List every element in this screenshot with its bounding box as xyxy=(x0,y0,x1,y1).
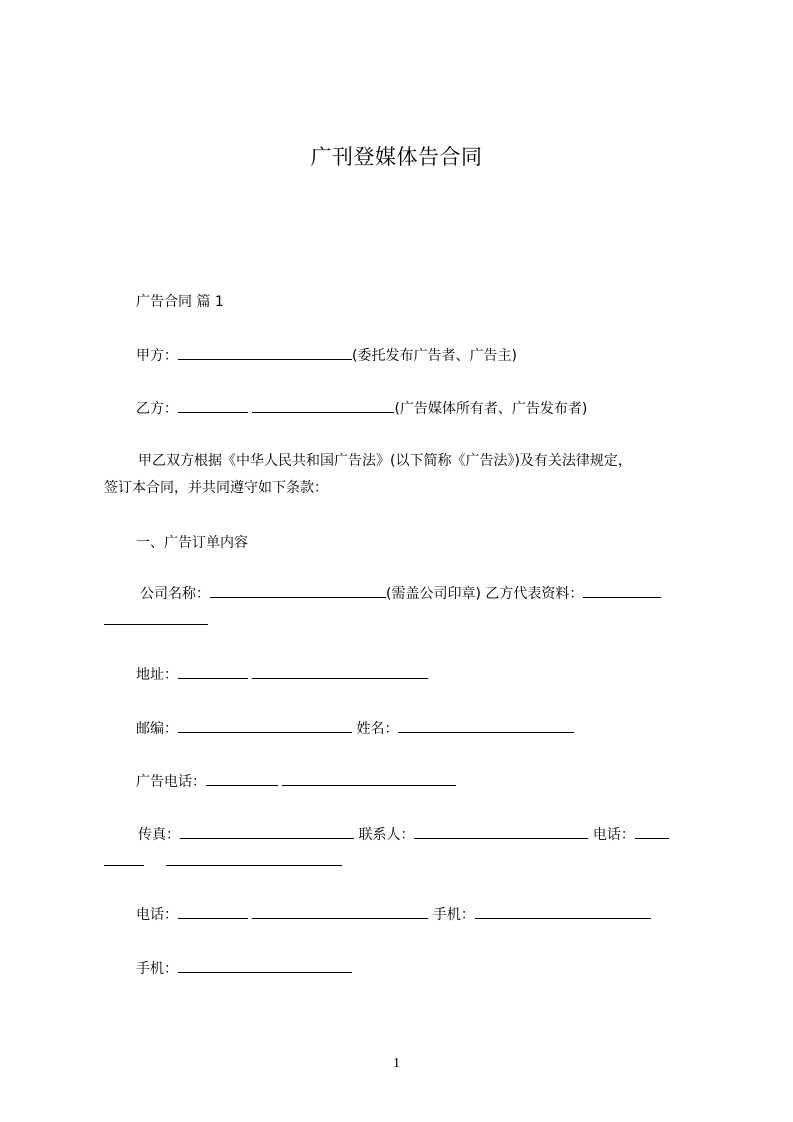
address-blank-1[interactable] xyxy=(178,664,248,679)
contact-phone-blank-3[interactable] xyxy=(166,851,342,866)
rep-label: 乙方代表资料： xyxy=(485,586,584,602)
mobile-label: 手机： xyxy=(432,907,475,923)
contact-phone-blank-1[interactable] xyxy=(635,824,669,839)
name-blank[interactable] xyxy=(398,718,574,733)
section-label: 广告合同 篇 1 xyxy=(136,294,224,310)
contact-blank[interactable] xyxy=(414,824,588,839)
address-label: 地址： xyxy=(136,667,178,683)
party-a-line xyxy=(136,345,517,366)
fax-blank[interactable] xyxy=(180,824,354,839)
document-title: 广刊登媒体告合同 xyxy=(310,145,483,169)
address-blank-2[interactable] xyxy=(252,664,428,679)
mobile-blank[interactable] xyxy=(475,904,651,919)
mobile-label-2: 手机： xyxy=(136,961,178,977)
phone-blank-1[interactable] xyxy=(178,904,248,919)
party-a-label: 甲方： xyxy=(136,348,178,364)
party-b-label: 乙方： xyxy=(136,401,178,417)
company-paragraph xyxy=(104,581,704,635)
intro-line-2: 签订本合同，并共同遵守如下条款： xyxy=(104,480,328,496)
rep-blank-1[interactable] xyxy=(583,583,661,598)
party-b-note: (广告媒体所有者、广告发布者) xyxy=(394,401,588,417)
phone-label-colon: 电话： xyxy=(592,827,635,843)
phone-label: 电话： xyxy=(136,907,178,923)
zip-label: 邮编： xyxy=(136,721,178,737)
party-a-blank[interactable] xyxy=(178,345,352,360)
phone-mobile-line xyxy=(136,904,651,925)
party-b-blank-2[interactable] xyxy=(252,398,394,413)
page-number: 1 xyxy=(393,1056,400,1071)
zip-blank[interactable] xyxy=(178,718,352,733)
ad-phone-label: 广告电话： xyxy=(136,774,206,790)
contact-phone-blank-2[interactable] xyxy=(104,851,144,866)
party-b-blank-1[interactable] xyxy=(178,398,248,413)
company-blank[interactable] xyxy=(210,583,386,598)
ad-phone-blank-1[interactable] xyxy=(206,771,278,786)
phone-blank-2[interactable] xyxy=(252,904,428,919)
ad-phone-blank-2[interactable] xyxy=(282,771,456,786)
company-note: (需盖公司印章) xyxy=(386,586,481,602)
heading-order-content: 一、广告订单内容 xyxy=(136,535,248,551)
mobile-line-2 xyxy=(136,958,352,979)
party-a-note: (委托发布广告者、广告主) xyxy=(352,348,517,364)
mobile-blank-2[interactable] xyxy=(178,958,352,973)
company-label: 公司名称： xyxy=(140,586,210,602)
intro-paragraph xyxy=(104,448,704,502)
rep-blank-2[interactable] xyxy=(104,610,208,625)
contact-label: 联系人： xyxy=(358,827,415,843)
intro-line-1: 甲乙双方根据《中华人民共和国广告法》(以下简称《广告法》)及有关法律规定， xyxy=(138,453,632,469)
party-b-line xyxy=(136,398,587,419)
name-label: 姓名： xyxy=(356,721,399,737)
address-line xyxy=(136,664,428,685)
fax-contact-paragraph xyxy=(104,822,704,876)
ad-phone-line xyxy=(136,771,456,792)
fax-label: 传真： xyxy=(138,827,180,843)
zip-name-line xyxy=(136,718,574,739)
